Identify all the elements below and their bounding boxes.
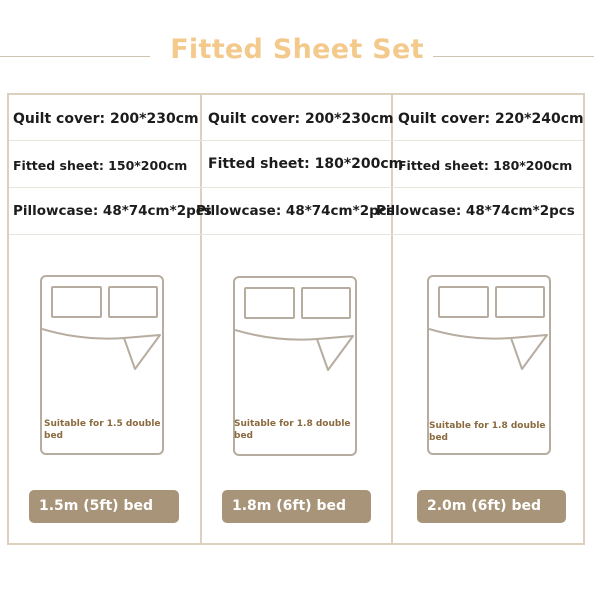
size-button-1-8m[interactable]: 1.8m (6ft) bed bbox=[222, 490, 371, 523]
fitted-sheet-spec: Fitted sheet: 150*200cm bbox=[13, 158, 188, 173]
size-button-2-0m[interactable]: 2.0m (6ft) bed bbox=[417, 490, 566, 523]
pillowcase-spec: Pillowcase: 48*74cm*2pcs bbox=[376, 203, 575, 219]
fitted-sheet-spec: Fitted sheet: 180*200cm bbox=[208, 156, 404, 172]
row-divider-2 bbox=[9, 187, 583, 188]
column-divider-1 bbox=[200, 93, 202, 545]
suitable-note: Suitable for 1.5 double bed bbox=[44, 419, 161, 441]
suitable-note: Suitable for 1.8 double bed bbox=[234, 419, 351, 441]
row-divider-1 bbox=[9, 140, 583, 141]
row-divider-3 bbox=[9, 234, 583, 235]
fitted-sheet-spec: Fitted sheet: 180*200cm bbox=[398, 158, 573, 173]
suitable-note: Suitable for 1.8 double bed bbox=[429, 421, 546, 443]
quilt-cover-spec: Quilt cover: 200*230cm bbox=[13, 111, 199, 127]
size-button-1-5m[interactable]: 1.5m (5ft) bed bbox=[29, 490, 179, 523]
page-title: Fitted Sheet Set bbox=[170, 34, 424, 65]
quilt-cover-spec: Quilt cover: 220*240cm bbox=[398, 111, 584, 127]
quilt-cover-spec: Quilt cover: 200*230cm bbox=[208, 111, 394, 127]
pillowcase-spec: Pillowcase: 48*74cm*2pcs bbox=[196, 203, 395, 219]
pillowcase-spec: Pillowcase: 48*74cm*2pcs bbox=[13, 203, 212, 219]
